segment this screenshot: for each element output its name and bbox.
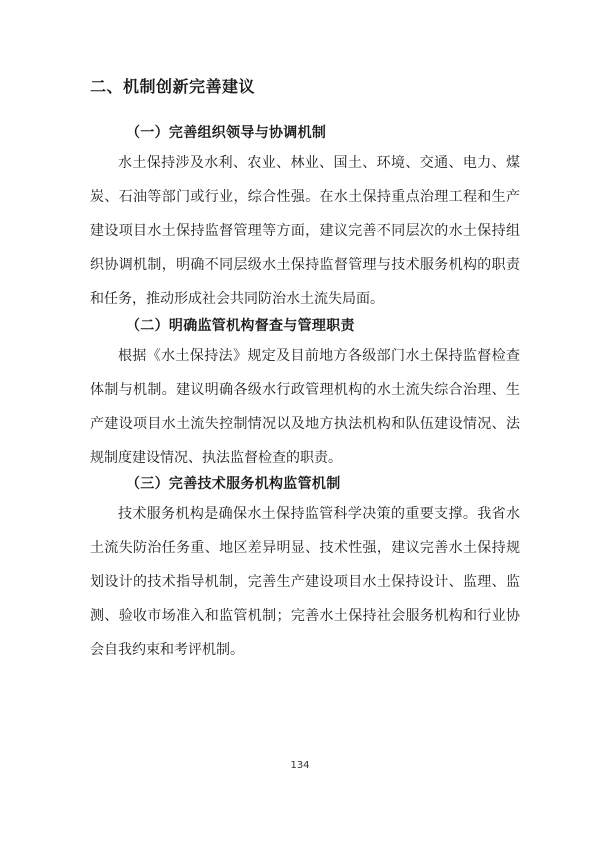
paragraph-line: 建设项目水土保持监督管理等方面，建议完善不同层次的水土保持组	[90, 223, 520, 239]
paragraph-2	[90, 339, 520, 475]
paragraph-1	[90, 146, 520, 316]
subsection-title-2: （二）明确监管机构督查与管理职责	[126, 318, 355, 334]
paragraph-line: 土流失防治任务重、地区差异明显、技术性强，建议完善水土保持规	[90, 540, 520, 556]
paragraph-line: 规制度建设情况、执法监督检查的职责。	[90, 450, 342, 466]
paragraph-line: 根据《水土保持法》规定及目前地方各级部门水土保持监督检查	[118, 348, 520, 364]
paragraph-line: 划设计的技术指导机制，完善生产建设项目水土保持设计、监理、监	[90, 574, 520, 590]
paragraph-line: 炭、石油等部门或行业，综合性强。在水土保持重点治理工程和生产	[90, 189, 520, 205]
paragraph-line: 会自我约束和考评机制。	[90, 642, 244, 658]
subsection-title-3: （三）完善技术服务机构监管机制	[126, 476, 341, 492]
paragraph-line: 织协调机制，明确不同层级水土保持监督管理与技术服务机构的职责	[90, 257, 520, 273]
section-title: 二、机制创新完善建议	[90, 77, 256, 96]
paragraph-line: 体制与机制。建议明确各级水行政管理机构的水土流失综合治理、生	[90, 382, 520, 398]
subsection-title-1: （一）完善组织领导与协调机制	[126, 125, 327, 141]
paragraph-line: 和任务，推动形成社会共同防治水土流失局面。	[90, 291, 384, 307]
paragraph-line: 产建设项目水土流失控制情况以及地方执法机构和队伍建设情况、法	[90, 416, 520, 432]
paragraph-line: 技术服务机构是确保水土保持监管科学决策的重要支撑。我省水	[118, 506, 520, 522]
page-number: 134	[290, 760, 310, 771]
paragraph-3	[90, 497, 520, 667]
paragraph-line: 水土保持涉及水利、农业、林业、国土、环境、交通、电力、煤	[118, 155, 520, 171]
paragraph-line: 测、验收市场准入和监管机制；完善水土保持社会服务机构和行业协	[90, 608, 520, 624]
